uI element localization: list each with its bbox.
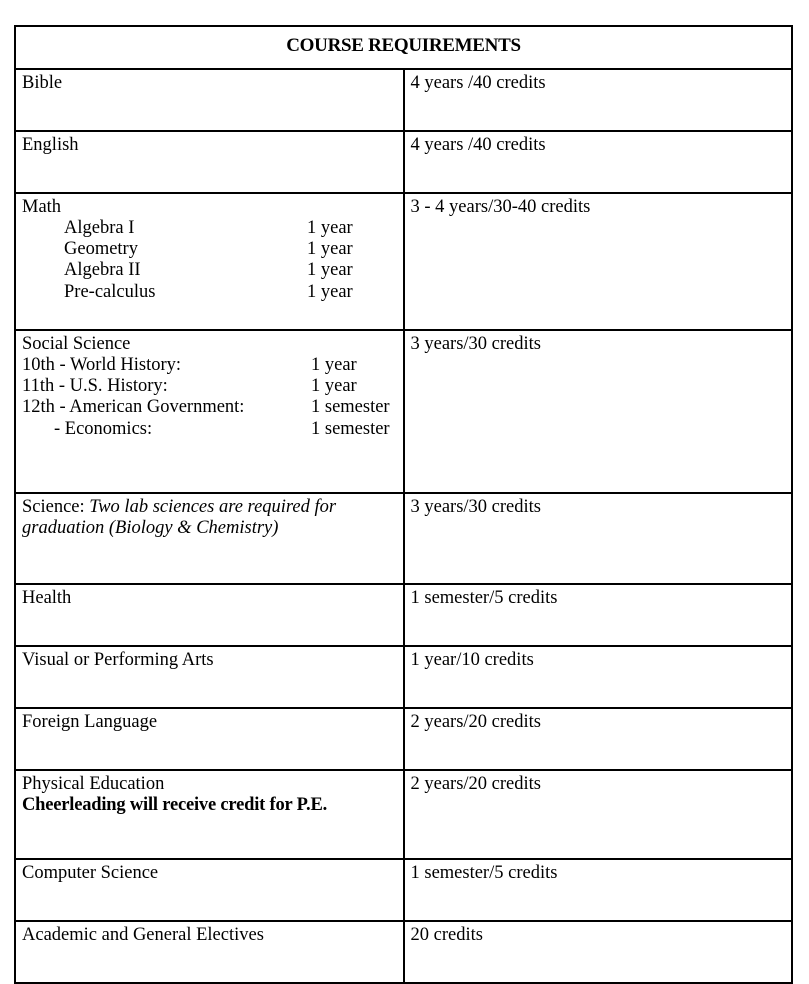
- math-subitem-amount: 1 year: [307, 217, 353, 238]
- social-subitem-amount: 1 semester: [311, 418, 390, 439]
- requirement-name-computer-science: Computer Science: [22, 863, 159, 883]
- table-title: COURSE REQUIREMENTS: [15, 26, 792, 69]
- requirement-name-arts: Visual or Performing Arts: [22, 650, 214, 670]
- requirement-value-electives: 20 credits: [404, 921, 793, 983]
- math-subitem-pre-calculus: [22, 282, 399, 303]
- social-subitem-world-history: [22, 355, 399, 376]
- course-requirements-table: [14, 25, 793, 984]
- social-subitem-us-history: [22, 376, 399, 397]
- requirement-name-physical-education: Physical Education: [22, 774, 165, 794]
- requirement-name-social-science: Social Science: [22, 334, 131, 354]
- table-row-health: [15, 584, 792, 646]
- math-subitem-amount: 1 year: [307, 281, 353, 302]
- requirement-value-math: 3 - 4 years/30-40 credits: [404, 193, 793, 330]
- math-subitem-name: Algebra II: [64, 260, 141, 281]
- requirement-label-math: [15, 193, 404, 330]
- requirement-label-bible: [15, 69, 404, 131]
- requirement-value-arts: 1 year/10 credits: [404, 646, 793, 708]
- requirement-value-english: 4 years /40 credits: [404, 131, 793, 193]
- social-subitem-amount: 1 semester: [311, 397, 390, 418]
- table-row-social-science: [15, 330, 792, 493]
- social-science-subitem-list: [22, 355, 399, 440]
- requirement-value-social-science: 3 years/30 credits: [404, 330, 793, 493]
- social-subitem-name: 11th - U.S. History:: [22, 375, 168, 396]
- requirement-name-health: Health: [22, 588, 72, 608]
- requirement-name-math: Math: [22, 197, 62, 217]
- requirement-label-arts: [15, 646, 404, 708]
- table-row-physical-education: [15, 770, 792, 859]
- requirement-name-foreign-language: Foreign Language: [22, 712, 158, 732]
- requirement-value-health: 1 semester/5 credits: [404, 584, 793, 646]
- social-subitem-economics: [22, 419, 399, 440]
- requirement-label-electives: [15, 921, 404, 983]
- requirement-label-foreign-language: [15, 708, 404, 770]
- requirement-value-computer-science: 1 semester/5 credits: [404, 859, 793, 921]
- math-subitem-amount: 1 year: [307, 238, 353, 259]
- requirement-label-computer-science: [15, 859, 404, 921]
- requirement-name-electives: Academic and General Electives: [22, 925, 264, 945]
- social-subitem-amount: 1 year: [311, 354, 357, 375]
- requirement-name-english: English: [22, 135, 79, 155]
- math-subitem-algebra-1: [22, 218, 399, 239]
- requirement-name-bible: Bible: [22, 73, 63, 93]
- table-row-foreign-language: [15, 708, 792, 770]
- requirement-value-science: 3 years/30 credits: [404, 493, 793, 584]
- requirement-value-foreign-language: 2 years/20 credits: [404, 708, 793, 770]
- social-subitem-american-government: [22, 397, 399, 418]
- math-subitem-name: Pre-calculus: [64, 281, 156, 302]
- requirement-label-social-science: [15, 330, 404, 493]
- math-subitem-list: [22, 218, 399, 303]
- math-subitem-name: Algebra I: [64, 217, 135, 238]
- table-row-electives: [15, 921, 792, 983]
- social-subitem-amount: 1 year: [311, 375, 357, 396]
- requirement-name-science: Science:: [22, 497, 90, 517]
- table-row-math: [15, 193, 792, 330]
- requirement-label-science: [15, 493, 404, 584]
- requirement-label-english: [15, 131, 404, 193]
- math-subitem-name: Geometry: [64, 238, 138, 259]
- science-note-italic: Two lab sciences are required for graduation (Biology & Chemistry): [22, 497, 337, 538]
- requirement-label-health: [15, 584, 404, 646]
- requirement-value-physical-education: 2 years/20 credits: [404, 770, 793, 859]
- table-header-row: [15, 26, 792, 69]
- social-subitem-name: - Economics:: [54, 418, 153, 439]
- math-subitem-algebra-2: [22, 260, 399, 281]
- math-subitem-geometry: [22, 239, 399, 260]
- table-row-arts: [15, 646, 792, 708]
- cheerleading-note: Cheerleading will receive credit for P.E.: [22, 794, 328, 815]
- requirement-label-physical-education: [15, 770, 404, 859]
- requirement-value-bible: 4 years /40 credits: [404, 69, 793, 131]
- table-row-english: [15, 131, 792, 193]
- social-subitem-name: 12th - American Government:: [22, 397, 245, 418]
- table-row-science: [15, 493, 792, 584]
- math-subitem-amount: 1 year: [307, 260, 353, 281]
- social-subitem-name: 10th - World History:: [22, 354, 182, 375]
- table-row-computer-science: [15, 859, 792, 921]
- table-row-bible: [15, 69, 792, 131]
